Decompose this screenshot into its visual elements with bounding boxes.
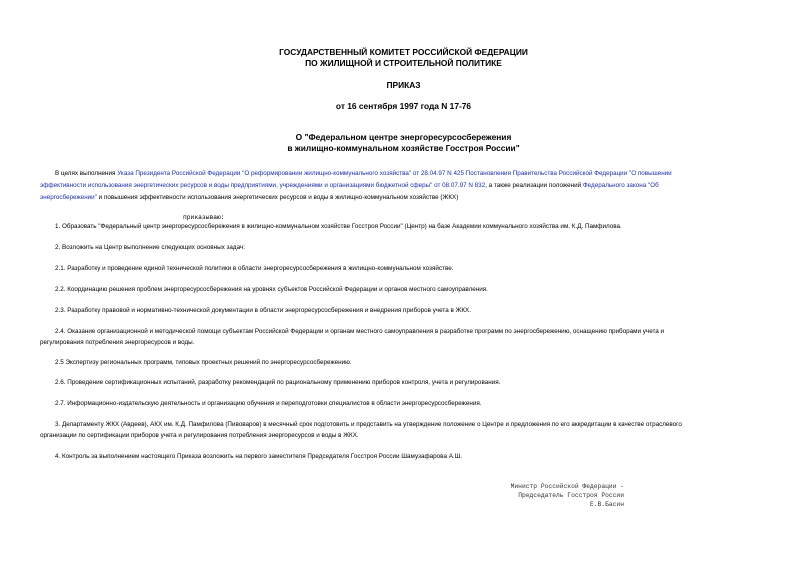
item-2-3: 2.3. Разработку правовой и нормативно-технической документации в области энергоресурсосбережения и внедрения приборов учета в ЖКХ. bbox=[55, 307, 472, 314]
link-federal-law-cont[interactable]: энергосбережении" bbox=[40, 194, 97, 201]
preamble-text: В целях выполнения bbox=[55, 170, 118, 177]
issuer-line-1: ГОСУДАРСТВЕННЫЙ КОМИТЕТ РОССИЙСКОЙ ФЕДЕРАЦИИ bbox=[279, 47, 528, 57]
item-2-1: 2.1. Разработку и проведение единой технической политики в области энергоресурсосбережения в жилищно-коммунальном хозяйстве. bbox=[55, 265, 454, 272]
preamble-line-3 bbox=[40, 192, 770, 204]
issuer-line-2: ПО ЖИЛИЩНОЙ И СТРОИТЕЛЬНОЙ ПОЛИТИКЕ bbox=[305, 58, 502, 68]
signature-line-1: Министр Российской Федерации - bbox=[510, 483, 624, 490]
orders-word: приказываю: bbox=[183, 214, 225, 221]
item-2-6: 2.6. Проведение сертификационных испытаний, разработку рекомендаций по рациональному применению приборов контроля, учета и регулирования. bbox=[55, 379, 501, 386]
item-4: 4. Контроль за выполнением настоящего Приказа возложить на первого заместителя Председателя Госстроя России Шамузафарова А.Ш. bbox=[55, 453, 463, 460]
link-government-resolution-cont[interactable]: эффективности использования энергетических ресурсов и воды предприятиями, учреждениями и организациями бюджетной сферы" от 08.07.97 N 832 bbox=[40, 182, 486, 189]
link-government-resolution[interactable]: Постановления Правительства Российской Федерации "О повышении bbox=[465, 170, 672, 177]
document-title-line-1: О "Федеральном центре энергоресурсосбережения bbox=[295, 132, 512, 142]
item-2: 2. Возложить на Центр выполнение следующих основных задач: bbox=[55, 244, 245, 251]
item-2-4-line-2: регулирования потребления энергоресурсов и воды. bbox=[40, 339, 195, 346]
item-3-line-1: 3. Департаменту ЖКХ (Авдеев), АКХ им. К.Д. Памфилова (Пивоваров) в месячный срок подготовить и представить на утверждение положение о Центре и предложения по его аккредитации в качестве отраслевого bbox=[55, 421, 682, 428]
preamble-text: , а также реализации положений bbox=[485, 182, 583, 189]
link-presidential-decree[interactable]: Указа Президента Российской Федерации "О реформировании жилищно-коммунального хозяйства" от 28.04.97 N 425 bbox=[117, 170, 464, 177]
preamble-text: и повышения эффективности использования энергетических ресурсов и воды в жилищно-коммунальном хозяйстве (ЖКХ) bbox=[96, 194, 459, 201]
item-1: 1. Образовать "Федеральный центр энергоресурсосбережения в жилищно-коммунальном хозяйстве Госстроя России" (Центр) на базе Академии коммунального хозяйства им. К.Д. Памфилова. bbox=[55, 223, 622, 230]
item-3-line-2: организации по сертификации приборов учета и регулирования потребления энергоресурсов и воды в ЖКХ. bbox=[40, 432, 359, 439]
item-2-4-line-1: 2.4. Оказание организационной и методической помощи субъектам Российской Федерации и органам местного самоуправления в разработке программ по энергосбережению, оснащению приборами учета и bbox=[55, 328, 665, 335]
document-title-line-2: в жилищно-коммунальном хозяйстве Госстроя России" bbox=[287, 143, 520, 153]
document-type: ПРИКАЗ bbox=[386, 80, 421, 90]
link-federal-law[interactable]: Федерального закона "Об bbox=[582, 182, 659, 189]
signature-name: Е.В.Басин bbox=[589, 501, 624, 508]
item-2-5: 2.5 Экспертизу региональных программ, типовых проектных решений по энергоресурсосбережению. bbox=[55, 359, 352, 366]
item-2-2: 2.2. Координацию решения проблем энергоресурсосбережения на уровнях субъектов Российской Федерации и органов местного самоуправления. bbox=[55, 286, 488, 293]
signature-line-2: Председатель Госстроя России bbox=[518, 492, 624, 499]
document-date-number: от 16 сентября 1997 года N 17-76 bbox=[335, 101, 472, 111]
preamble-line-1 bbox=[40, 168, 785, 180]
preamble-line-2 bbox=[40, 180, 770, 192]
item-2-7: 2.7. Информационно-издательскую деятельность и организацию обучения и переподготовки специалистов в области энергоресурсосбережения. bbox=[55, 400, 482, 407]
